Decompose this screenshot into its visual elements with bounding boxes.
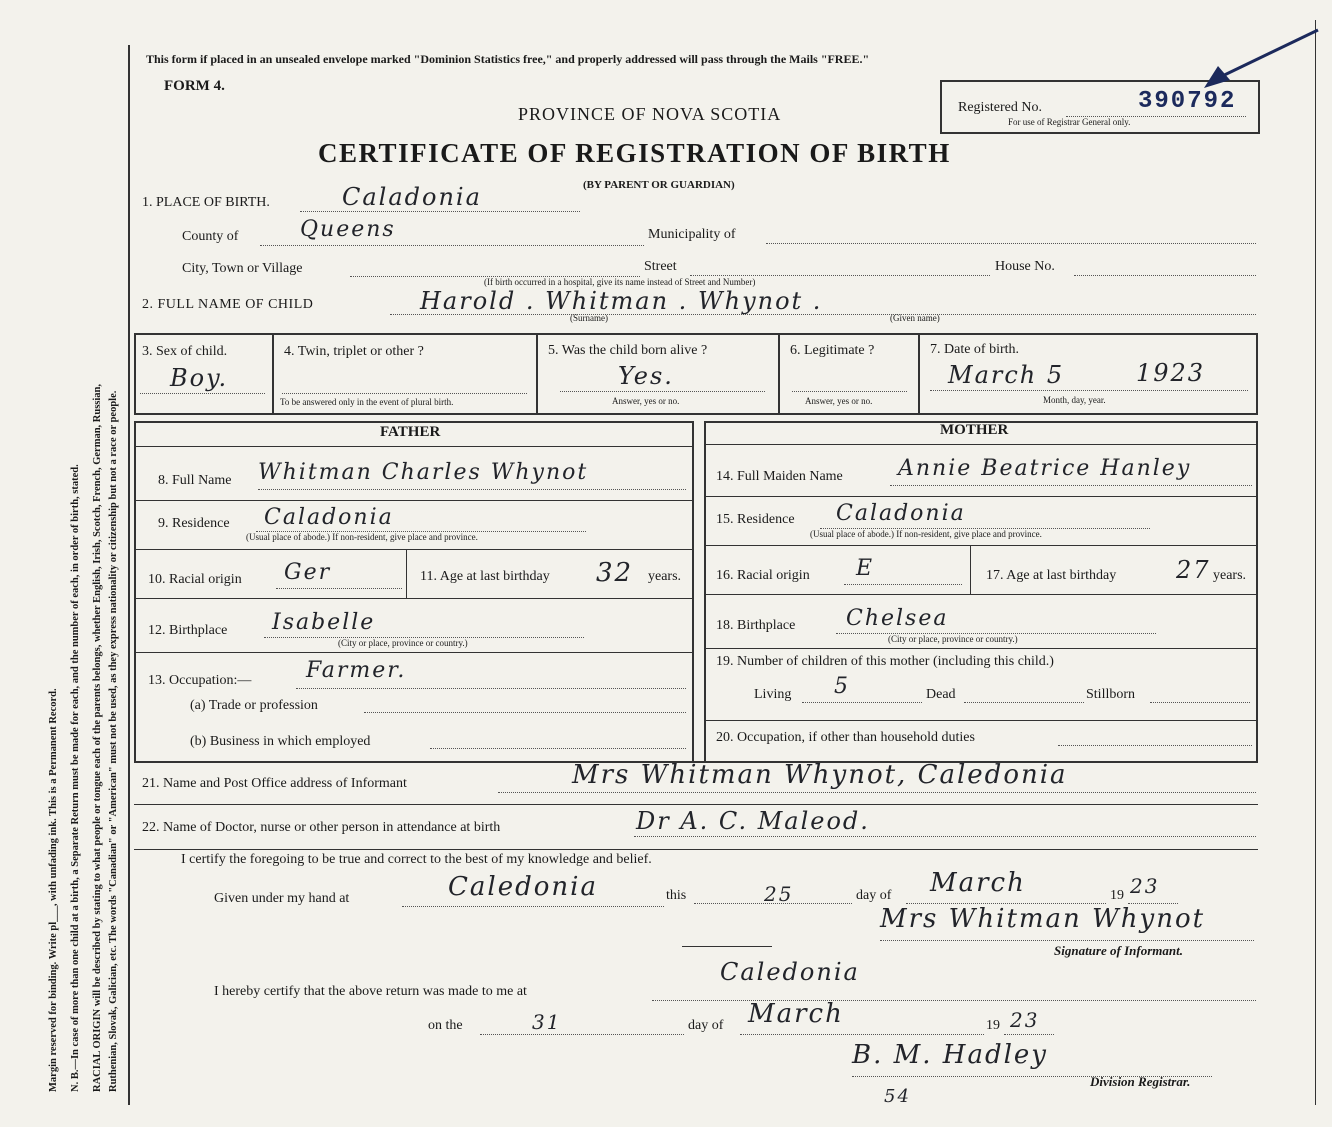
dob-line xyxy=(930,390,1248,391)
living-line xyxy=(802,702,922,703)
registration-year-prefix: 19 xyxy=(986,1018,1000,1033)
place-of-birth-label: 1. PLACE OF BIRTH. xyxy=(142,195,270,210)
margin-note-separate-return: N. B.—In case of more than one child at a birth, a Separate Return must be made for each, and the number of each, in order of birth, stated. xyxy=(70,464,81,1092)
mother-row-rule-4 xyxy=(706,648,1256,649)
father-racial-origin-label: 10. Racial origin xyxy=(148,572,242,587)
father-occupation-line xyxy=(296,688,686,689)
living-label: Living xyxy=(754,687,792,702)
certification-separator xyxy=(682,946,772,947)
father-heading-rule xyxy=(136,446,692,447)
divider-sex-twin xyxy=(272,333,274,413)
dead-label: Dead xyxy=(926,687,956,702)
mother-abode-note: (Usual place of abode.) If non-resident, give place and province. xyxy=(810,529,1042,539)
mother-birthplace-note: (City or place, province or country.) xyxy=(888,634,1018,644)
house-no-label: House No. xyxy=(995,259,1055,274)
alive-value: Yes. xyxy=(618,362,674,390)
alive-label: 5. Was the child born alive ? xyxy=(548,343,708,358)
registration-year-value: 23 xyxy=(1010,1008,1040,1032)
informant-signature: Mrs Whitman Whynot xyxy=(880,904,1206,934)
sex-line xyxy=(140,393,265,394)
father-row-rule-2 xyxy=(136,549,692,550)
informant-line xyxy=(498,792,1256,793)
doctor-label: 22. Name of Doctor, nurse or other person in attendance at birth xyxy=(142,820,501,835)
mother-name-value: Annie Beatrice Hanley xyxy=(898,456,1192,481)
registered-no-label: Registered No. xyxy=(958,100,1042,115)
stillborn-line xyxy=(1150,702,1250,703)
doctor-rule xyxy=(134,849,1258,850)
mother-name-label: 14. Full Maiden Name xyxy=(716,469,843,484)
dead-line xyxy=(964,702,1084,703)
registration-month-value: March xyxy=(748,999,844,1029)
registration-month-line xyxy=(740,1034,984,1035)
father-abode-note: (Usual place of abode.) If non-resident, give place and province. xyxy=(246,532,478,542)
informant-value: Mrs Whitman Whynot, Caledonia xyxy=(572,760,1068,790)
mailing-notice: This form if placed in an unsealed envelope marked "Dominion Statistics free," and properly addressed will pass through the Mails "FREE." xyxy=(146,52,870,66)
mother-heading-rule xyxy=(706,444,1256,445)
father-occupation-label: 13. Occupation:— xyxy=(148,673,252,688)
mother-row-rule-2 xyxy=(706,545,1256,546)
row-boxes-left xyxy=(134,333,136,415)
stillborn-label: Stillborn xyxy=(1086,687,1136,702)
mother-heading: MOTHER xyxy=(940,422,1009,438)
registration-year-line xyxy=(1004,1034,1054,1035)
province-heading: PROVINCE OF NOVA SCOTIA xyxy=(518,104,782,124)
mother-row-rule-1 xyxy=(706,496,1256,497)
dob-label: 7. Date of birth. xyxy=(930,342,1020,357)
mother-residence-label: 15. Residence xyxy=(716,512,795,527)
certificate-subtitle: (BY PARENT OR GUARDIAN) xyxy=(583,179,735,191)
given-at-line xyxy=(402,906,664,907)
given-year-prefix: 19 xyxy=(1110,888,1124,903)
house-no-line xyxy=(1074,275,1256,276)
dob-year-value: 1923 xyxy=(1136,359,1206,387)
municipality-label: Municipality of xyxy=(648,227,736,242)
hospital-note: (If birth occurred in a hospital, give its name instead of Street and Number) xyxy=(484,277,756,287)
father-row-rule-3 xyxy=(136,598,692,599)
this-label: this xyxy=(666,888,687,903)
mother-row-rule-3 xyxy=(706,594,1256,595)
father-residence-value: Caladonia xyxy=(264,505,394,530)
given-place-value: Caledonia xyxy=(448,872,598,902)
divider-legit-dob xyxy=(918,333,920,413)
father-row-rule-4 xyxy=(136,652,692,653)
informant-signature-line xyxy=(880,940,1254,941)
certify-statement: I certify the foregoing to be true and correct to the best of my knowledge and belief. xyxy=(181,852,652,867)
dob-note: Month, day, year. xyxy=(1043,395,1106,405)
street-label: Street xyxy=(644,259,677,274)
trade-line xyxy=(364,712,686,713)
hereby-certify-label: I hereby certify that the above return was made to me at xyxy=(214,984,527,999)
father-box-right xyxy=(692,421,694,763)
mother-box-right xyxy=(1256,421,1258,763)
father-racial-origin-line xyxy=(276,588,402,589)
children-count-label: 19. Number of children of this mother (including this child.) xyxy=(716,654,1054,669)
mother-age-value: 27 xyxy=(1176,556,1211,584)
mother-row-rule-5 xyxy=(706,720,1256,721)
alive-line xyxy=(560,391,765,392)
row-boxes-top xyxy=(134,333,1258,335)
legitimate-label: 6. Legitimate ? xyxy=(790,343,875,358)
mother-racial-origin-value: E xyxy=(856,556,875,581)
sex-value: Boy. xyxy=(170,364,229,392)
father-years-label: years. xyxy=(648,569,682,584)
mother-birthplace-value: Chelsea xyxy=(846,606,949,631)
doctor-value: Dr A. C. Maleod. xyxy=(636,807,870,835)
margin-note-nationality: Ruthenian, Slovak, Galician, etc. The words "Canadian" or "American" must not be used, as they express nationality or citizenship but not a race or people. xyxy=(108,390,119,1092)
father-box-left xyxy=(134,421,136,763)
divider-alive-legit xyxy=(778,333,780,413)
arrow-stamp-icon xyxy=(1196,22,1326,92)
given-year-value: 23 xyxy=(1130,874,1160,898)
certificate-title: CERTIFICATE OF REGISTRATION OF BIRTH xyxy=(318,138,951,168)
municipality-line xyxy=(766,243,1256,244)
business-label: (b) Business in which employed xyxy=(190,734,371,749)
place-of-birth-value: Caladonia xyxy=(342,183,482,211)
mother-race-age-divider xyxy=(970,546,971,594)
living-value: 5 xyxy=(834,674,850,699)
mother-box-left xyxy=(704,421,706,763)
registrar-stamp-number: 54 xyxy=(884,1086,911,1107)
mother-occupation-line xyxy=(1058,745,1252,746)
informant-rule xyxy=(134,804,1258,805)
father-age-label: 11. Age at last birthday xyxy=(420,569,550,584)
place-of-birth-line xyxy=(300,211,580,212)
county-value: Queens xyxy=(300,217,396,242)
margin-note-racial-origin: RACIAL ORIGIN will be described by stating to what people or tongue each of the parents belongs, whether English, Irish, Scotch, French, German, Russian, xyxy=(92,383,103,1092)
surname-note: (Surname) xyxy=(570,313,608,323)
father-race-age-divider xyxy=(406,550,407,598)
given-at-label: Given under my hand at xyxy=(214,891,350,906)
registrar-general-note: For use of Registrar General only. xyxy=(1008,117,1131,127)
father-occupation-value: Farmer. xyxy=(306,658,407,683)
informant-signature-caption: Signature of Informant. xyxy=(1054,943,1183,958)
informant-label: 21. Name and Post Office address of Informant xyxy=(142,776,407,791)
mother-racial-origin-line xyxy=(844,584,962,585)
registration-place-value: Caledonia xyxy=(720,958,860,986)
sex-label: 3. Sex of child. xyxy=(142,344,228,359)
mother-residence-value: Caladonia xyxy=(836,501,966,526)
mother-occupation-label: 20. Occupation, if other than household duties xyxy=(716,730,975,745)
given-name-note: (Given name) xyxy=(890,313,940,323)
legitimate-note: Answer, yes or no. xyxy=(805,396,873,406)
father-residence-label: 9. Residence xyxy=(158,516,230,531)
on-the-label: on the xyxy=(428,1018,463,1033)
street-line xyxy=(690,275,990,276)
margin-note-binding: Margin reserved for binding. Write pl___, with unfading ink. This is a Permanent Record. xyxy=(48,688,59,1092)
county-label: County of xyxy=(182,229,239,244)
mother-age-label: 17. Age at last birthday xyxy=(986,568,1117,583)
trade-label: (a) Trade or profession xyxy=(190,698,318,713)
left-border xyxy=(128,45,130,1105)
registrar-caption: Division Registrar. xyxy=(1090,1074,1191,1089)
registration-place-line xyxy=(652,1000,1256,1001)
given-month-value: March xyxy=(930,868,1026,898)
twin-note: To be answered only in the event of plural birth. xyxy=(280,397,454,407)
father-box-top xyxy=(134,421,694,423)
mother-years-label: years. xyxy=(1213,568,1247,583)
father-name-value: Whitman Charles Whynot xyxy=(258,460,589,485)
mother-name-line xyxy=(890,485,1252,486)
father-birthplace-note: (City or place, province or country.) xyxy=(338,638,468,648)
father-birthplace-value: Isabelle xyxy=(272,610,376,635)
mother-birthplace-label: 18. Birthplace xyxy=(716,618,796,633)
row-boxes-bottom xyxy=(134,413,1258,415)
twin-label: 4. Twin, triplet or other ? xyxy=(284,344,424,359)
father-age-value: 32 xyxy=(596,558,634,588)
legitimate-line xyxy=(792,391,907,392)
county-line xyxy=(260,245,644,246)
given-day-value: 25 xyxy=(764,882,794,906)
divider-twin-alive xyxy=(536,333,538,413)
father-name-line xyxy=(258,489,686,490)
father-birthplace-label: 12. Birthplace xyxy=(148,623,228,638)
father-racial-origin-value: Ger xyxy=(284,560,332,585)
twin-line xyxy=(282,393,527,394)
registration-day-line xyxy=(480,1034,684,1035)
registered-no-value: 390792 xyxy=(1138,88,1237,115)
city-label: City, Town or Village xyxy=(182,261,303,276)
father-row-rule-1 xyxy=(136,500,692,501)
dob-month-day-value: March 5 xyxy=(948,361,1065,389)
form-number: FORM 4. xyxy=(164,78,225,94)
alive-note: Answer, yes or no. xyxy=(612,396,680,406)
row-boxes-right xyxy=(1256,333,1258,415)
given-day-of-label: day of xyxy=(856,888,892,903)
father-name-label: 8. Full Name xyxy=(158,473,232,488)
business-line xyxy=(430,748,686,749)
child-name-label: 2. FULL NAME OF CHILD xyxy=(142,297,314,312)
registration-day-of-label: day of xyxy=(688,1018,724,1033)
father-heading: FATHER xyxy=(380,424,441,440)
mother-racial-origin-label: 16. Racial origin xyxy=(716,568,810,583)
child-name-value: Harold . Whitman . Whynot . xyxy=(420,287,823,315)
registration-day-value: 31 xyxy=(532,1010,562,1034)
registrar-signature: B. M. Hadley xyxy=(852,1040,1048,1070)
doctor-line xyxy=(634,836,1256,837)
right-border xyxy=(1315,20,1316,1105)
